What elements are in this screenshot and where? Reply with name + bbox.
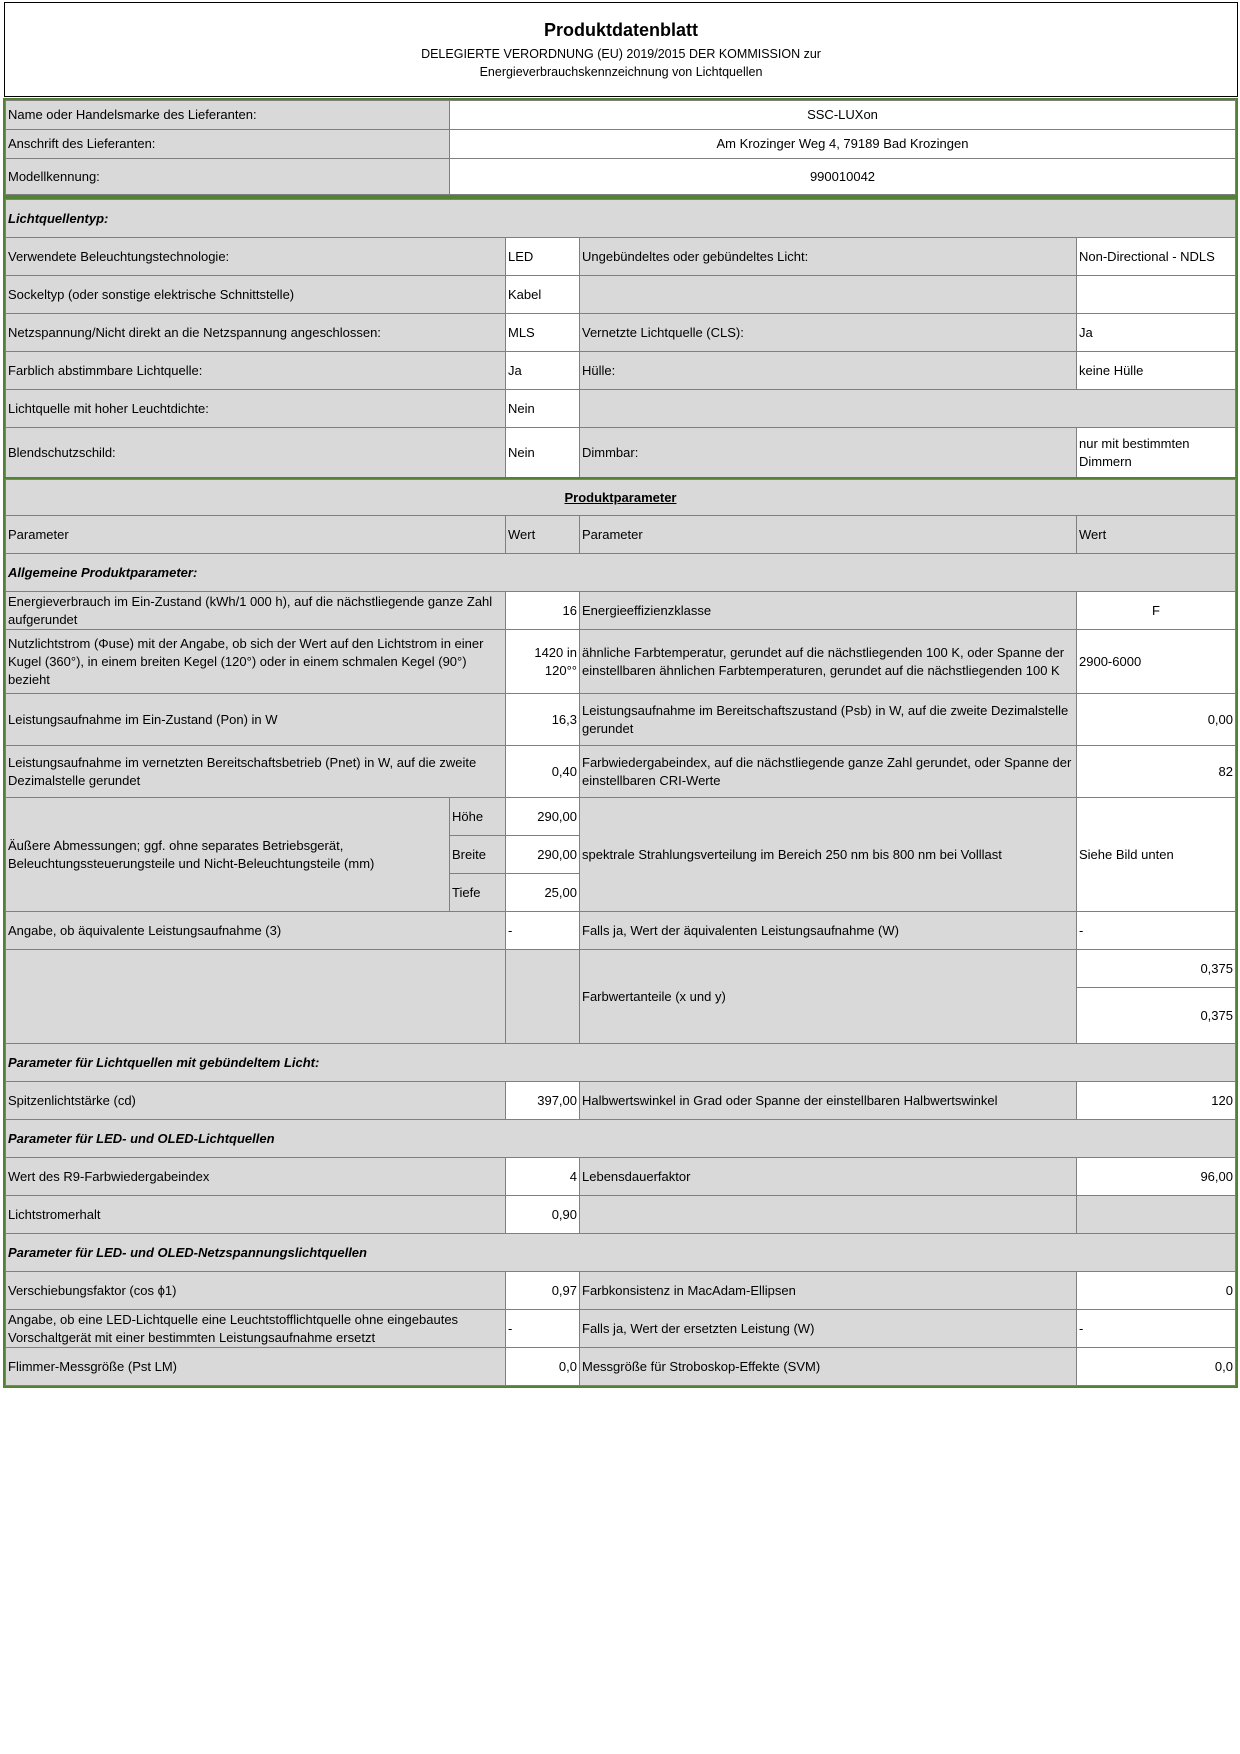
led-parameters-section: Parameter für LED- und OLED-Lichtquellen — [6, 1120, 1236, 1158]
luminous-flux-label: Nutzlichtstrom (Φuse) mit der Angabe, ob sich der Wert auf den Lichtstrom in einer Kugel (360°), in einem breiten Kegel (120°) oder in einem schmalen Kegel (90°) bezieht — [6, 630, 506, 694]
chromaticity-x-value: 0,375 — [1077, 950, 1236, 988]
product-parameters-block — [3, 477, 1238, 1388]
product-parameters-heading: Produktparameter — [6, 480, 1236, 516]
high-luminance-value: Nein — [506, 390, 580, 428]
directional-parameters-section: Parameter für Lichtquellen mit gebündeltem Licht: — [6, 1044, 1236, 1082]
chromaticity-label: Farbwertanteile (x und y) — [580, 950, 1077, 1044]
macadam-value: 0 — [1077, 1272, 1236, 1310]
column-header-value: Wert — [1077, 516, 1236, 554]
replacement-label: Angabe, ob eine LED-Lichtquelle eine Leuchtstofflichtquelle ohne eingebautes Vorschaltgerät mit einer bestimmten Leistungsaufnahme ersetzt — [6, 1310, 506, 1348]
model-id-value: 990010042 — [450, 159, 1236, 195]
high-luminance-label: Lichtquelle mit hoher Leuchtdichte: — [6, 390, 506, 428]
height-value: 290,00 — [506, 798, 580, 836]
survival-factor-label: Lebensdauerfaktor — [580, 1158, 1077, 1196]
displacement-factor-label: Verschiebungsfaktor (cos ϕ1) — [6, 1272, 506, 1310]
lumen-maintenance-value: 0,90 — [506, 1196, 580, 1234]
luminous-flux-value: 1420 in 120°° — [506, 630, 580, 694]
tech-value: LED — [506, 238, 580, 276]
empty-cell — [506, 950, 580, 1044]
survival-factor-value: 96,00 — [1077, 1158, 1236, 1196]
stroboscopic-value: 0,0 — [1077, 1348, 1236, 1386]
depth-label: Tiefe — [450, 874, 506, 912]
envelope-value: keine Hülle — [1077, 352, 1236, 390]
cct-label: ähnliche Farbtemperatur, gerundet auf die nächstliegenden 100 K, oder Spanne der einstellbaren ähnlichen Farbtemperaturen, gerundet auf die nächstliegenden 100 K — [580, 630, 1077, 694]
equivalent-power-watts-label: Falls ja, Wert der äquivalenten Leistungsaufnahme (W) — [580, 912, 1077, 950]
mains-label: Netzspannung/Nicht direkt an die Netzspannung angeschlossen: — [6, 314, 506, 352]
energy-class-label: Energieeffizienzklasse — [580, 592, 1077, 630]
dimmable-value: nur mit bestimmten Dimmern — [1077, 428, 1236, 478]
directional-label: Ungebündeltes oder gebündeltes Licht: — [580, 238, 1077, 276]
r9-label: Wert des R9-Farbwiedergabeindex — [6, 1158, 506, 1196]
energy-consumption-label: Energieverbrauch im Ein-Zustand (kWh/1 000 h), auf die nächstliegende ganze Zahl aufgerundet — [6, 592, 506, 630]
cri-value: 82 — [1077, 746, 1236, 798]
cls-value: Ja — [1077, 314, 1236, 352]
standby-power-value: 0,00 — [1077, 694, 1236, 746]
peak-intensity-value: 397,00 — [506, 1082, 580, 1120]
r9-value: 4 — [506, 1158, 580, 1196]
color-tunable-label: Farblich abstimmbare Lichtquelle: — [6, 352, 506, 390]
spectral-distribution-value: Siehe Bild unten — [1077, 798, 1236, 912]
directional-value: Non-Directional - NDLS — [1077, 238, 1236, 276]
equivalent-power-watts-value: - — [1077, 912, 1236, 950]
cct-value: 2900-6000 — [1077, 630, 1236, 694]
networked-standby-value: 0,40 — [506, 746, 580, 798]
on-mode-power-label: Leistungsaufnahme im Ein-Zustand (Pon) in W — [6, 694, 506, 746]
flicker-value: 0,0 — [506, 1348, 580, 1386]
empty-cell — [580, 1196, 1077, 1234]
width-value: 290,00 — [506, 836, 580, 874]
supplier-name-value: SSC-LUXon — [450, 101, 1236, 130]
equivalent-power-value: - — [506, 912, 580, 950]
glare-shield-label: Blendschutzschild: — [6, 428, 506, 478]
mains-value: MLS — [506, 314, 580, 352]
standby-power-label: Leistungsaufnahme im Bereitschaftszustand (Psb) in W, auf die zweite Dezimalstelle gerundet — [580, 694, 1077, 746]
general-parameters-section: Allgemeine Produktparameter: — [6, 554, 1236, 592]
beam-angle-value: 120 — [1077, 1082, 1236, 1120]
on-mode-power-value: 16,3 — [506, 694, 580, 746]
supplier-address-label: Anschrift des Lieferanten: — [6, 130, 450, 159]
column-header-parameter: Parameter — [580, 516, 1077, 554]
cri-label: Farbwiedergabeindex, auf die nächstliegende ganze Zahl gerundet, oder Spanne der einstellbaren CRI-Werte — [580, 746, 1077, 798]
chromaticity-y-value: 0,375 — [1077, 988, 1236, 1044]
networked-standby-label: Leistungsaufnahme im vernetzten Bereitschaftsbetrieb (Pnet) in W, auf die zweite Dezimalstelle gerundet — [6, 746, 506, 798]
document-title: Produktdatenblatt — [543, 20, 698, 40]
beam-angle-label: Halbwertswinkel in Grad oder Spanne der einstellbaren Halbwertswinkel — [580, 1082, 1077, 1120]
empty-cell — [1077, 1196, 1236, 1234]
macadam-label: Farbkonsistenz in MacAdam-Ellipsen — [580, 1272, 1077, 1310]
mains-led-parameters-section: Parameter für LED- und OLED-Netzspannungslichtquellen — [6, 1234, 1236, 1272]
socket-label: Sockeltyp (oder sonstige elektrische Schnittstelle) — [6, 276, 506, 314]
replaced-power-value: - — [1077, 1310, 1236, 1348]
column-header-parameter: Parameter — [6, 516, 506, 554]
lightsource-section-title: Lichtquellentyp: — [6, 200, 1236, 238]
cls-label: Vernetzte Lichtquelle (CLS): — [580, 314, 1077, 352]
document-subtitle-line2: Energieverbrauchskennzeichnung von Lichtquellen — [479, 65, 763, 79]
glare-shield-value: Nein — [506, 428, 580, 478]
empty-cell — [1077, 276, 1236, 314]
height-label: Höhe — [450, 798, 506, 836]
displacement-factor-value: 0,97 — [506, 1272, 580, 1310]
stroboscopic-label: Messgröße für Stroboskop-Effekte (SVM) — [580, 1348, 1077, 1386]
replacement-value: - — [506, 1310, 580, 1348]
dimmable-label: Dimmbar: — [580, 428, 1077, 478]
supplier-name-label: Name oder Handelsmarke des Lieferanten: — [6, 101, 450, 130]
document-header — [4, 2, 1238, 97]
empty-cell — [6, 950, 506, 1044]
column-header-value: Wert — [506, 516, 580, 554]
supplier-address-value: Am Krozinger Weg 4, 79189 Bad Krozingen — [450, 130, 1236, 159]
socket-value: Kabel — [506, 276, 580, 314]
depth-value: 25,00 — [506, 874, 580, 912]
equivalent-power-label: Angabe, ob äquivalente Leistungsaufnahme (3) — [6, 912, 506, 950]
supplier-block — [3, 98, 1238, 197]
energy-consumption-value: 16 — [506, 592, 580, 630]
width-label: Breite — [450, 836, 506, 874]
color-tunable-value: Ja — [506, 352, 580, 390]
document-subtitle-line1: DELEGIERTE VERORDNUNG (EU) 2019/2015 DER KOMMISSION zur — [421, 47, 821, 61]
dimensions-label: Äußere Abmessungen; ggf. ohne separates Betriebsgerät, Beleuchtungssteuerungsteile und Nicht-Beleuchtungsteile (mm) — [6, 798, 450, 912]
envelope-label: Hülle: — [580, 352, 1077, 390]
energy-class-value: F — [1077, 592, 1236, 630]
model-id-label: Modellkennung: — [6, 159, 450, 195]
lumen-maintenance-label: Lichtstromerhalt — [6, 1196, 506, 1234]
lightsource-block — [3, 197, 1238, 480]
spectral-distribution-label: spektrale Strahlungsverteilung im Bereich 250 nm bis 800 nm bei Volllast — [580, 798, 1077, 912]
peak-intensity-label: Spitzenlichtstärke (cd) — [6, 1082, 506, 1120]
tech-label: Verwendete Beleuchtungstechnologie: — [6, 238, 506, 276]
replaced-power-label: Falls ja, Wert der ersetzten Leistung (W) — [580, 1310, 1077, 1348]
empty-cell — [580, 390, 1236, 428]
flicker-label: Flimmer-Messgröße (Pst LM) — [6, 1348, 506, 1386]
empty-cell — [580, 276, 1077, 314]
